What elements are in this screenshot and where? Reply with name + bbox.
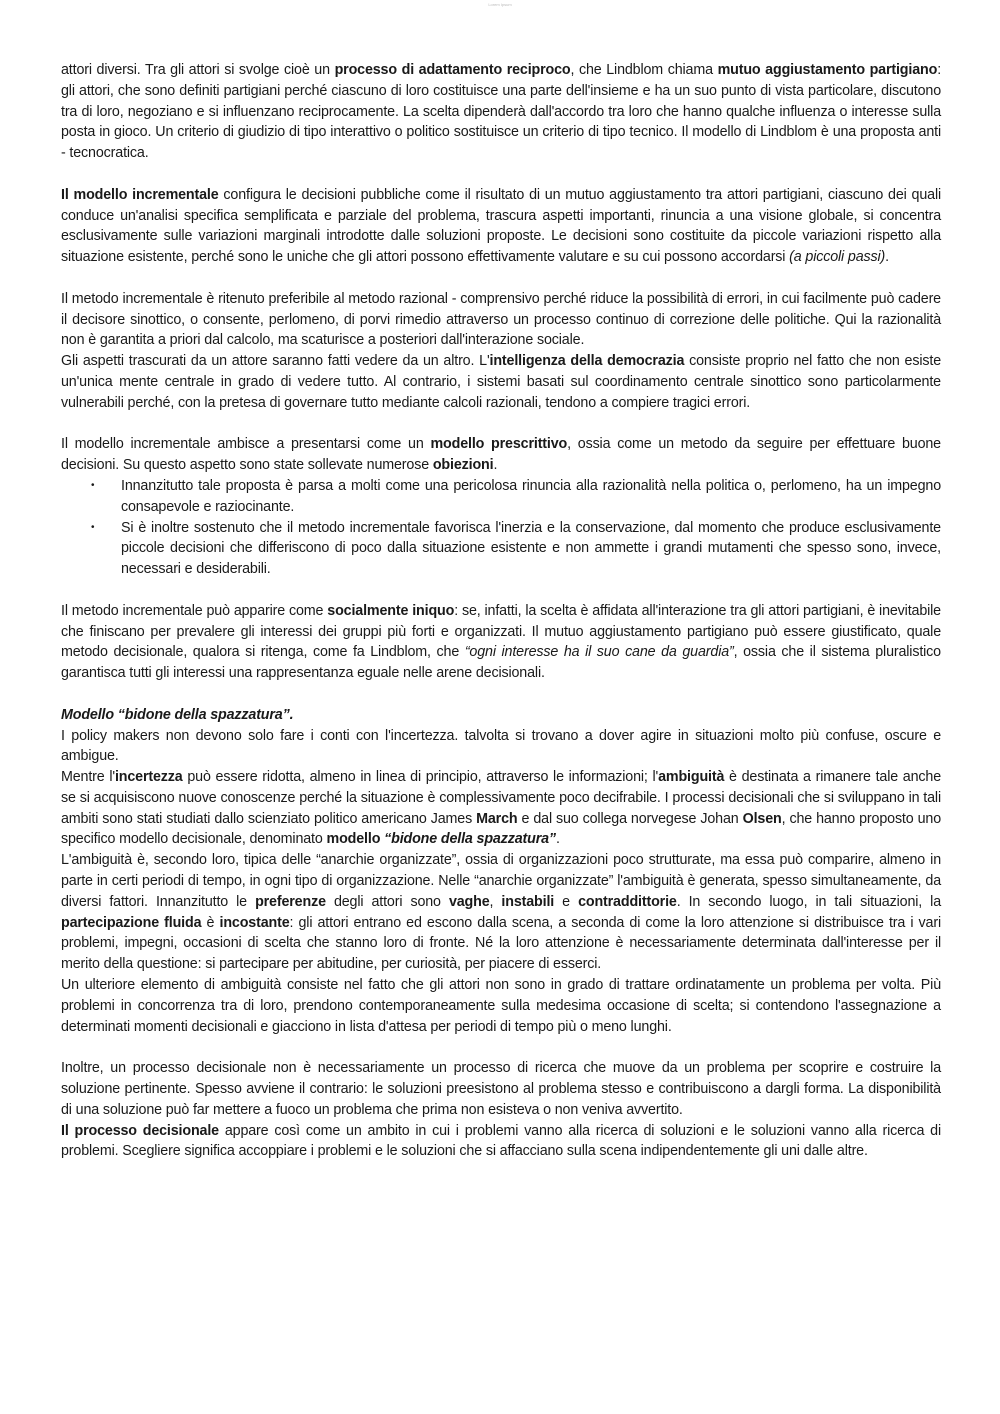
- text-run: Il modello incrementale ambisce a presentarsi come un: [61, 436, 431, 453]
- text-run: : gli attori entrano ed escono dalla scena, a seconda di come la loro attenzione si distribuisce tra i vari problemi, impegni, occasioni di scelta che stanno loro di fronte. Né la loro attenzione è necessariamente determinata dall'interesse per il merito della questione: si partecipare per abitudine, per curiosità, per piacere di esserci.: [61, 914, 941, 973]
- text-run: può essere ridotta, almeno in linea di principio, attraverso le informazioni; l': [182, 769, 659, 786]
- paragraph-decision-process: [61, 1058, 941, 1120]
- text-run: . In secondo luogo, in tali situazioni, la: [676, 893, 941, 910]
- text-run: Il metodo incrementale può apparire come: [61, 602, 328, 619]
- bold-term: Il modello incrementale: [61, 186, 219, 203]
- italic-term: (a piccoli passi): [789, 249, 886, 266]
- text-run: .: [493, 457, 498, 474]
- list-item: [61, 518, 941, 580]
- bold-term: modello prescrittivo: [430, 436, 568, 453]
- bold-term: Il processo decisionale: [61, 1122, 219, 1139]
- bold-italic-term: “bidone della spazzatura”: [384, 831, 556, 848]
- text-run: I policy makers non devono solo fare i conti con l'incertezza. talvolta si trovano a dover agire in situazioni molto più confuse, oscure e ambigue.: [61, 727, 941, 765]
- text-run: appare così come un ambito in cui i problemi vanno alla ricerca di soluzioni e le soluzioni vanno alla ricerca di problemi. Scegliere significa accoppiare i problemi e le soluzioni che si affacciano sulla scena indipendentemente gli uni dalle altre.: [61, 1122, 941, 1160]
- bold-term: mutuo aggiustamento partigiano: [717, 62, 938, 78]
- bold-term: processo di adattamento reciproco: [334, 62, 571, 78]
- bold-term: intelligenza della democrazia: [489, 353, 685, 370]
- text-run: Mentre l': [61, 769, 115, 786]
- paragraph-democracy-intelligence: [61, 351, 941, 413]
- paragraph-lindblom-intro: [61, 60, 941, 164]
- section-heading: Modello “bidone della spazzatura”.: [61, 706, 294, 723]
- bold-term: modello: [326, 831, 381, 848]
- paragraph-prescriptive-model: [61, 434, 941, 476]
- text-run: , ossia come un metodo da seguire per effettuare buone decisioni. Su questo aspetto sono state sollevate numerose: [61, 436, 941, 474]
- bold-term: preferenze: [255, 893, 326, 910]
- italic-term: “ogni interesse ha il suo cane da guardia”: [464, 644, 734, 661]
- paragraph-gap: [61, 580, 941, 601]
- bold-term: partecipazione fluida: [61, 914, 202, 931]
- bullet-icon: •: [91, 479, 95, 491]
- paragraph-ambiguity-intro: [61, 726, 941, 768]
- bold-term: socialmente iniquo: [327, 602, 455, 619]
- document-body: [61, 60, 941, 1162]
- paragraph-gap: [61, 268, 941, 289]
- text-run: L'ambiguità è, secondo loro, tipica delle “anarchie organizzate”, ossia di organizzazioni poco strutturate, ma essa può comparire, almeno in parte in certi periodi di tempo, in ogni tipo di organizzazione. Nelle “anarchie organizzate” l'ambiguità è generata, spesso simultaneamente, da diversi fattori. Innanzitutto le: [61, 852, 941, 910]
- text-run: Gli aspetti trascurati da un attore saranno fatti vedere da un altro. L': [61, 353, 490, 370]
- paragraph-socially-unfair: [61, 601, 941, 684]
- text-run: : se, infatti, la scelta è affidata all'interazione tra gli attori partigiani, è inevitabile che finiscano per prevalere gli interessi dei gruppi più forti e organizzati. Il mutuo aggiustamento partigiano può essere giustificato, quale metodo decisionale, qualora si ritenga, come fa Lindblom, che: [61, 602, 941, 661]
- text-run: : gli attori, che sono definiti partigiani perché ciascuno di loro costituisce una parte dell'insieme e ha un suo punto di vista particolare, discutono tra di loro, negoziano e si influenzano reciprocamente. La scelta dipenderà dall'accordo tra loro che hanno qualche influenza o interesse sulla posta in gioco. Un criterio di giudizio di tipo interattivo o politico sostituisce un criterio di tipo tecnico. Il modello di Lindblom è una proposta anti - tecnocratica.: [61, 62, 942, 162]
- text-run: consiste proprio nel fatto che non esiste un'unica mente centrale in grado di vedere tutto. Al contrario, i sistemi basati sul coordinamento centrale sinottico sono particolarmente vulnerabili perché, con la pretesa di governare tutto mediante calcoli razionali, tendono a compiere tragici errori.: [61, 353, 941, 411]
- bold-term: contraddittorie: [578, 893, 677, 910]
- paragraph-gap: [61, 684, 941, 705]
- page-header-mark: Lorem Ipsum: [488, 2, 512, 7]
- list-item-text: Si è inoltre sostenuto che il metodo incrementale favorisca l'inerzia e la conservazione, dal momento che produce esclusivamente piccole decisioni che differiscono di poco dalla situazione esistente e non ammette i grandi mutamenti che spesso sono, invece, necessari e desiderabili.: [121, 519, 941, 578]
- text-run: , ossia che il sistema pluralistico garantisca tutti gli interessi una rappresentanza eguale nelle arene decisionali.: [61, 644, 941, 682]
- bullet-icon: •: [91, 521, 95, 533]
- bold-term: obiezioni: [432, 457, 494, 474]
- text-run: e dal suo collega norvegese Johan: [517, 810, 743, 827]
- paragraph-incremental-model: [61, 185, 941, 268]
- text-run: è: [201, 914, 220, 931]
- text-run: e: [554, 893, 579, 910]
- paragraph-decision-process-conclusion: [61, 1121, 941, 1163]
- list-item-text: Innanzitutto tale proposta è parsa a molti come una pericolosa rinuncia alla razionalità nella politica o, perlomeno, ha un impegno consapevole e raziocinante.: [121, 477, 941, 515]
- paragraph-march-olsen: [61, 767, 941, 850]
- text-run: , che Lindblom chiama: [570, 62, 718, 78]
- text-run: .: [885, 249, 889, 266]
- list-item: [61, 476, 941, 518]
- text-run: ,: [489, 893, 502, 910]
- paragraph-incremental-method: [61, 289, 941, 351]
- text-run: è destinata a rimanere tale anche se si acquisiscono nuove conoscenze perché la situazione è complessivamente poco decifrabile. I processi decisionali che si sviluppano in tali ambiti sono stati studiati dallo scienziato politico americano James: [61, 769, 941, 827]
- bold-term: instabili: [501, 893, 555, 910]
- paragraph-further-ambiguity: [61, 975, 941, 1037]
- bold-term: ambiguità: [658, 769, 725, 786]
- objections-list: [61, 476, 941, 580]
- text-run: , che hanno proposto uno specifico modello decisionale, denominato: [61, 810, 941, 848]
- text-run: configura le decisioni pubbliche come il risultato di un mutuo aggiustamento tra attori partigiani, ciascuno dei quali conduce un'analisi specifica semplificata e parziale del problema, trascura aspetti importanti, rinuncia a una visione globale, si concentra esclusivamente sulle variazioni marginali introdotte dalle soluzioni proposte. Le decisioni sono costituite da piccole variazioni rispetto alla situazione esistente, perché sono le uniche che gli attori possono effettivamente valutare e su cui possono accordarsi: [61, 186, 941, 266]
- bold-term: incertezza: [114, 769, 183, 786]
- paragraph-gap: [61, 1037, 941, 1058]
- bold-term: incostante: [219, 914, 290, 931]
- text-run: Inoltre, un processo decisionale non è necessariamente un processo di ricerca che muove da un problema per scoprire e costruire la soluzione pertinente. Spesso avviene il contrario: le soluzioni preesistono al problema stesso e contribuiscono a dargli forma. La disponibilità di una soluzione può far mettere a fuoco un problema che prima non esisteva o non veniva avvertito.: [61, 1060, 941, 1118]
- text-run: Un ulteriore elemento di ambiguità consiste nel fatto che gli attori non sono in grado di trattare ordinatamente un problema per volta. Più problemi in concorrenza tra di loro, prendono contemporaneamente sulla medesima occasione di scelta; si contendono l'assegnazione a determinati momenti decisionali e giacciono in lista d'attesa per periodi di tempo più o meno lunghi.: [61, 977, 941, 1035]
- bold-term: vaghe: [448, 893, 490, 910]
- text-run: attori diversi. Tra gli attori si svolge cioè un: [61, 62, 335, 78]
- paragraph-gap: [61, 164, 941, 185]
- text-run: .: [555, 831, 560, 848]
- text-run: degli attori sono: [325, 893, 449, 910]
- bold-term: Olsen: [742, 810, 782, 827]
- text-run: Il metodo incrementale è ritenuto preferibile al metodo razional - comprensivo perché riduce la possibilità di errori, in cui facilmente può cadere il decisore sinottico, o consente, perlomeno, di porvi rimedio attraverso un processo continuo di correzione delle politiche. Qui la razionalità non è garantita a priori dal calcolo, ma scaturisce a posteriori dall'interazione sociale.: [61, 290, 941, 349]
- paragraph-organized-anarchies: [61, 850, 941, 975]
- bold-term: March: [476, 810, 518, 827]
- paragraph-gap: [61, 414, 941, 435]
